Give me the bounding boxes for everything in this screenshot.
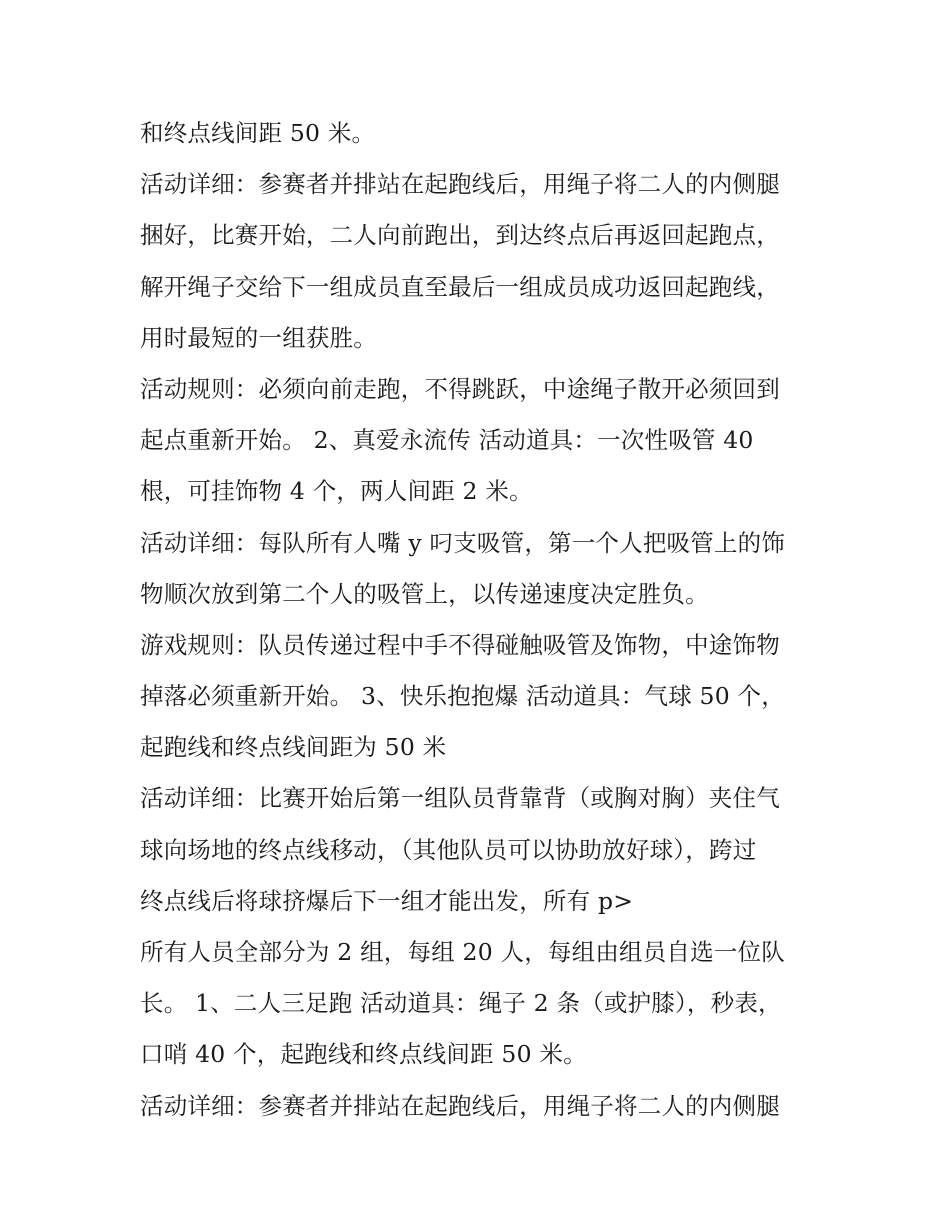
text-line: 球向场地的终点线移动，（其他队员可以协助放好球），跨过 <box>140 835 757 864</box>
text-line: 长。 1、二人三足跑 活动道具：绳子 2 条（或护膝），秒表， <box>140 989 782 1018</box>
text-line: 活动详细：每队所有人嘴 y 叼支吸管，第一个人把吸管上的饰 <box>140 528 786 557</box>
text-line: 起点重新开始。 2、真爱永流传 活动道具：一次性吸管 40 <box>140 426 754 455</box>
document-body <box>140 108 820 1132</box>
text-line: 活动规则：必须向前走跑，不得跳跃，中途绳子散开必须回到 <box>140 374 780 403</box>
text-line: 终点线后将球挤爆后下一组才能出发，所有 p> <box>140 886 634 915</box>
text-line: 根，可挂饰物 4 个，两人间距 2 米。 <box>140 477 533 506</box>
text-line: 游戏规则：队员传递过程中手不得碰触吸管及饰物，中途饰物 <box>140 630 780 659</box>
text-line: 物顺次放到第二个人的吸管上，以传递速度决定胜负。 <box>140 579 709 608</box>
text-line: 所有人员全部分为 2 组，每组 20 人，每组由组员自选一位队 <box>140 938 785 966</box>
text-line: 活动详细：比赛开始后第一组队员背靠背（或胸对胸）夹住气 <box>140 784 780 813</box>
text-line: 活动详细：参赛者并排站在起跑线后，用绳子将二人的内侧腿 <box>140 1091 780 1120</box>
text-line: 用时最短的一组获胜。 <box>140 323 377 352</box>
text-line: 捆好，比赛开始，二人向前跑出，到达终点后再返回起跑点， <box>140 221 780 250</box>
text-line: 解开绳子交给下一组成员直至最后一组成员成功返回起跑线， <box>140 272 780 301</box>
text-line: 和终点线间距 50 米。 <box>140 119 376 147</box>
text-line: 活动详细：参赛者并排站在起跑线后，用绳子将二人的内侧腿 <box>140 170 780 199</box>
text-line: 口哨 40 个，起跑线和终点线间距 50 米。 <box>140 1040 587 1069</box>
text-line: 掉落必须重新开始。 3、快乐抱抱爆 活动道具：气球 50 个， <box>140 682 785 711</box>
text-line: 起跑线和终点线间距为 50 米 <box>140 733 447 762</box>
